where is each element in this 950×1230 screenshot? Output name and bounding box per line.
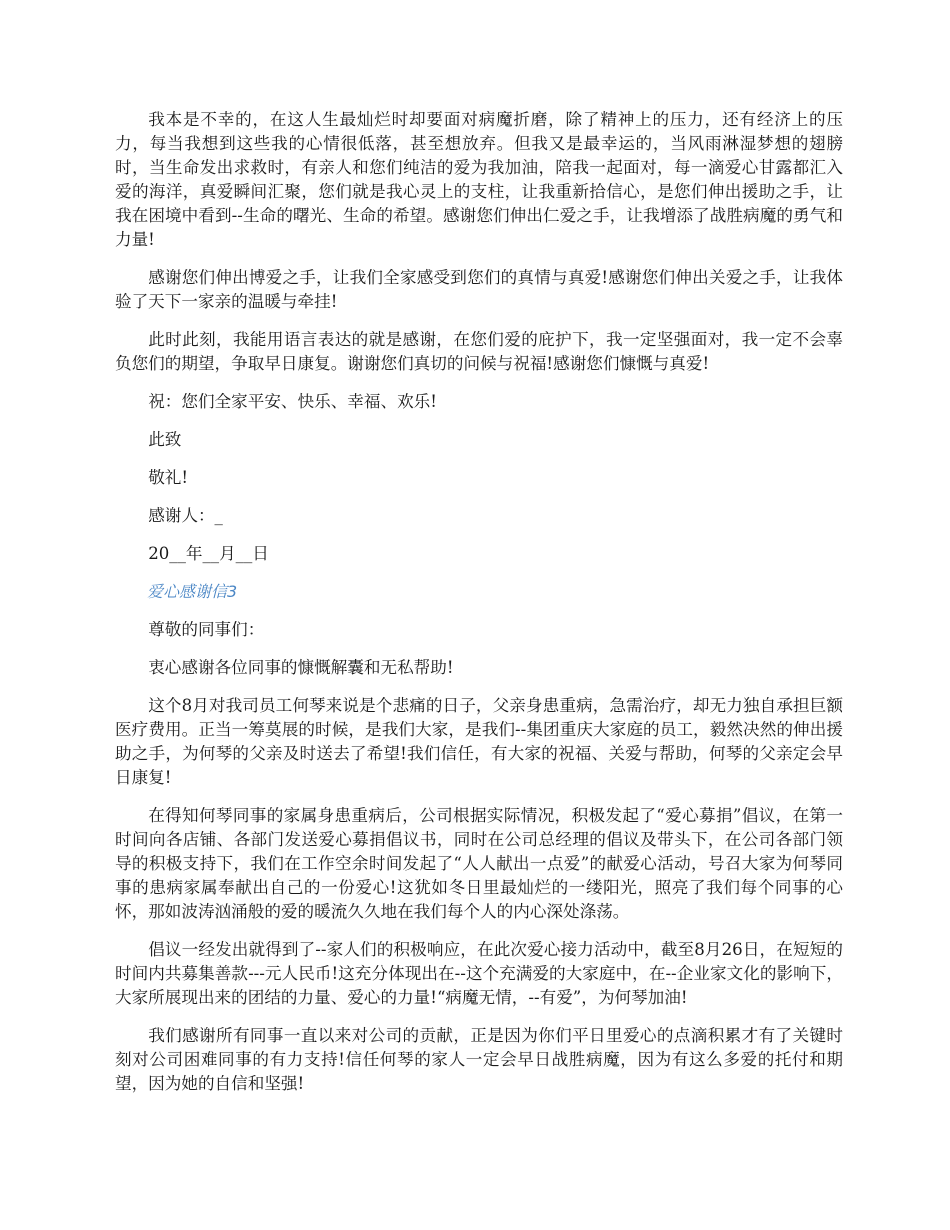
letter2-closing-2: 敬礼!	[148, 468, 189, 487]
letter2-paragraph-1: 我本是不幸的，在这人生最灿烂时却要面对病魔折磨，除了精神上的压力，还有经济上的压力，每当我想到这些我的心情很低落，甚至想放弃。但我又是最幸运的，当风雨淋湿梦想的翅膀时，当生命发出求救时，有亲人和您们纯洁的爱为我加油，陪我一起面对，每一滴爱心甘露都汇入爱的海洋，真爱瞬间汇聚，您们就是我心灵上的支柱，让我重新拾信心，是您们伸出援助之手，让我在困境中看到--生命的曙光、生命的希望。感谢您们伸出仁爱之手，让我增添了战胜病魔的勇气和力量!	[115, 110, 843, 249]
letter3-paragraph-1: 衷心感谢各位同事的慷慨解囊和无私帮助!	[148, 658, 454, 677]
letter2-paragraph-3: 此时此刻，我能用语言表达的就是感谢，在您们爱的庇护下，我一定坚强面对，我一定不会辜负您们的期望，争取早日康复。谢谢您们真切的问候与祝福!感谢您们慷慨与真爱!	[115, 330, 843, 373]
document-page	[115, 108, 843, 1110]
letter3-paragraph-5: 我们感谢所有同事一直以来对公司的贡献，正是因为你们平日里爱心的点滴积累才有了关键时刻对公司困难同事的有力支持!信任何琴的家人一定会早日战胜病魔，因为有这么多爱的托付和期望，因为她的自信和坚强!	[115, 1026, 843, 1093]
letter3-salutation: 尊敬的同事们：	[148, 620, 265, 639]
letter2-blessing: 祝：您们全家平安、快乐、幸福、欢乐!	[148, 392, 437, 411]
letter3-paragraph-3: 在得知何琴同事的家属身患重病后，公司根据实际情况，积极发起了“爱心募捐”倡议，在第一时间向各店铺、各部门发送爱心募捐倡议书，同时在公司总经理的倡议及带头下，在公司各部门领导的积极支持下，我们在工作空余时间发起了“人人献出一点爱”的献爱心活动，号召大家为何琴同事的患病家属奉献出自己的一份爱心!这犹如冬日里最灿烂的一缕阳光，照亮了我们每个同事的心怀，那如波涛汹涌般的爱的暖流久久地在我们每个人的内心深处涤荡。	[115, 806, 843, 921]
letter3-paragraph-4: 倡议一经发出就得到了--家人们的积极响应，在此次爱心接力活动中，截至8月26日，在短短的时间内共募集善款---元人民币!这充分体现出在--这个充满爱的大家庭中，在--企业家文化的影响下，大家所展现出来的团结的力量、爱心的力量!“病魔无情，--有爱”，为何琴加油!	[115, 940, 843, 1007]
letter3-title: 爱心感谢信3	[147, 582, 238, 601]
letter3-paragraph-2: 这个8月对我司员工何琴来说是个悲痛的日子，父亲身患重病，急需治疗，却无力独自承担巨额医疗费用。正当一筹莫展的时候，是我们大家，是我们--集团重庆大家庭的员工，毅然决然的伸出援助之手，为何琴的父亲及时送去了希望!我们信任，有大家的祝福、关爱与帮助，何琴的父亲定会早日康复!	[115, 696, 843, 787]
letter2-closing-1: 此致	[148, 430, 182, 449]
letter2-paragraph-2: 感谢您们伸出博爱之手，让我们全家感受到您们的真情与真爱!感谢您们伸出关爱之手，让我体验了天下一家亲的温暖与牵挂!	[115, 268, 843, 311]
letter2-signer: 感谢人：_	[148, 506, 223, 525]
letter2-date: 20__年__月__日	[148, 544, 269, 563]
